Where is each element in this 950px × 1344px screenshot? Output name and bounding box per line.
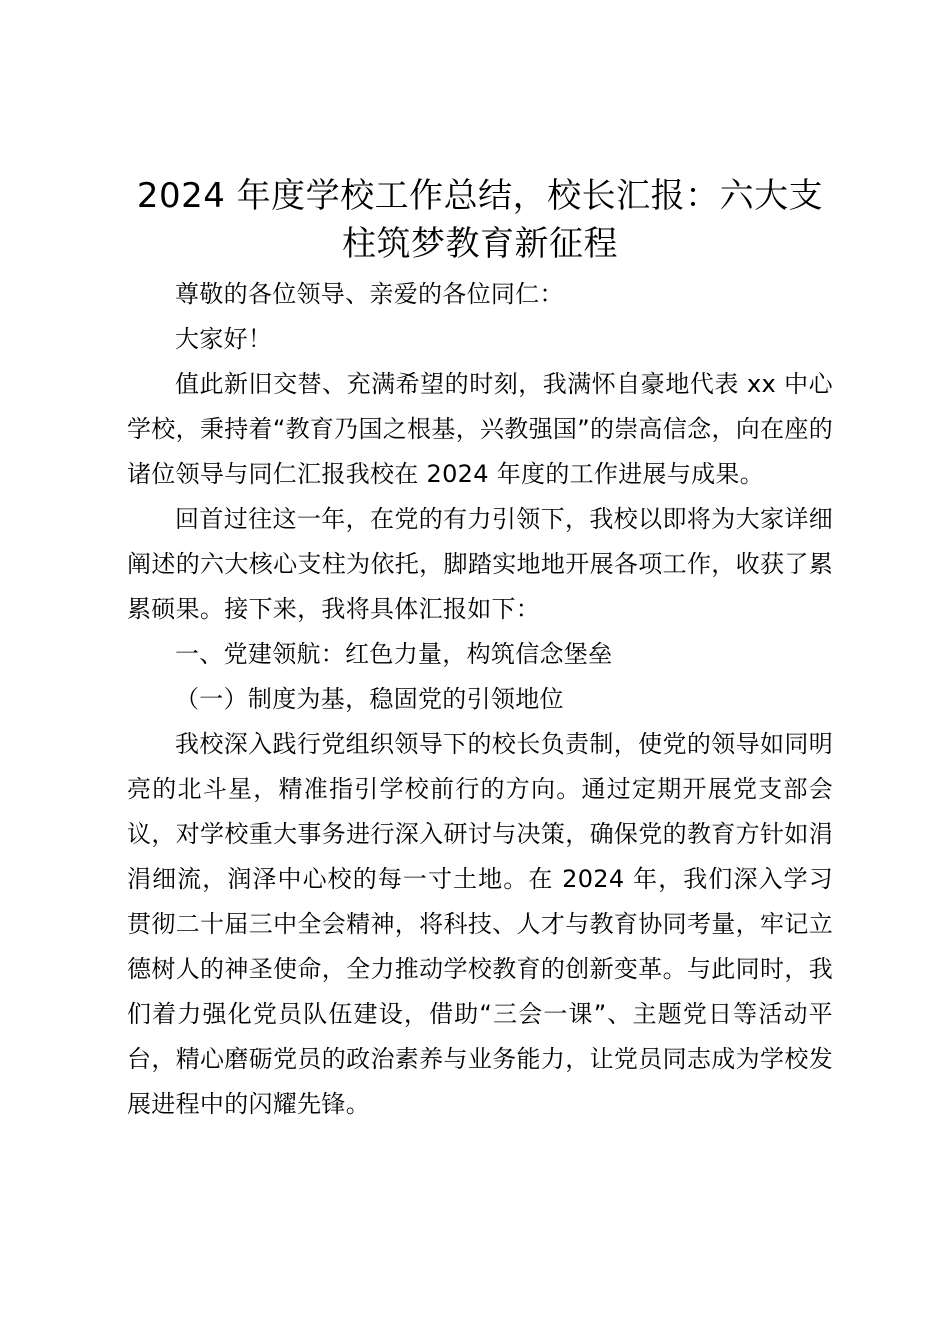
review-paragraph: 回首过往这一年，在党的有力引领下，我校以即将为大家详细阐述的六大核心支柱为依托，脚踏实地地开展各项工作，收获了累累硕果。接下来，我将具体汇报如下： <box>127 505 833 623</box>
section-heading-1: 一、党建领航：红色力量，构筑信念堡垒 <box>175 640 613 668</box>
title-line-2: 柱筑梦教育新征程 <box>342 224 618 264</box>
body-paragraph: 我校深入践行党组织领导下的校长负责制，使党的领导如同明亮的北斗星，精准指引学校前行的方向。通过定期开展党支部会议，对学校重大事务进行深入研讨与决策，确保党的教育方针如涓涓细流，润泽中心校的每一寸土地。在 2024 年，我们深入学习贯彻二十届三中全会精神，将科技、人才与教育协同考量，牢记立德树人的神圣使命，全力推动学校教育的创新变革。与此同时，我们着力强化党员队伍建设，借助“三会一课”、主题党日等活动平台，精心磨砺党员的政治素养与业务能力，让党员同志成为学校发展进程中的闪耀先锋。 <box>127 730 833 1118</box>
greeting: 大家好！ <box>175 325 273 353</box>
document-title <box>127 172 833 268</box>
subsection-heading-1: （一）制度为基，稳固党的引领地位 <box>175 685 564 713</box>
intro-paragraph: 值此新旧交替、充满希望的时刻，我满怀自豪地代表 xx 中心学校，秉持着“教育乃国之根基，兴教强国”的崇高信念，向在座的诸位领导与同仁汇报我校在 2024 年度的工作进展与成果。 <box>127 370 833 488</box>
document-page <box>127 172 833 1127</box>
title-line-1: 2024 年度学校工作总结，校长汇报：六大支 <box>136 176 824 216</box>
salutation: 尊敬的各位领导、亲爱的各位同仁： <box>175 280 564 308</box>
